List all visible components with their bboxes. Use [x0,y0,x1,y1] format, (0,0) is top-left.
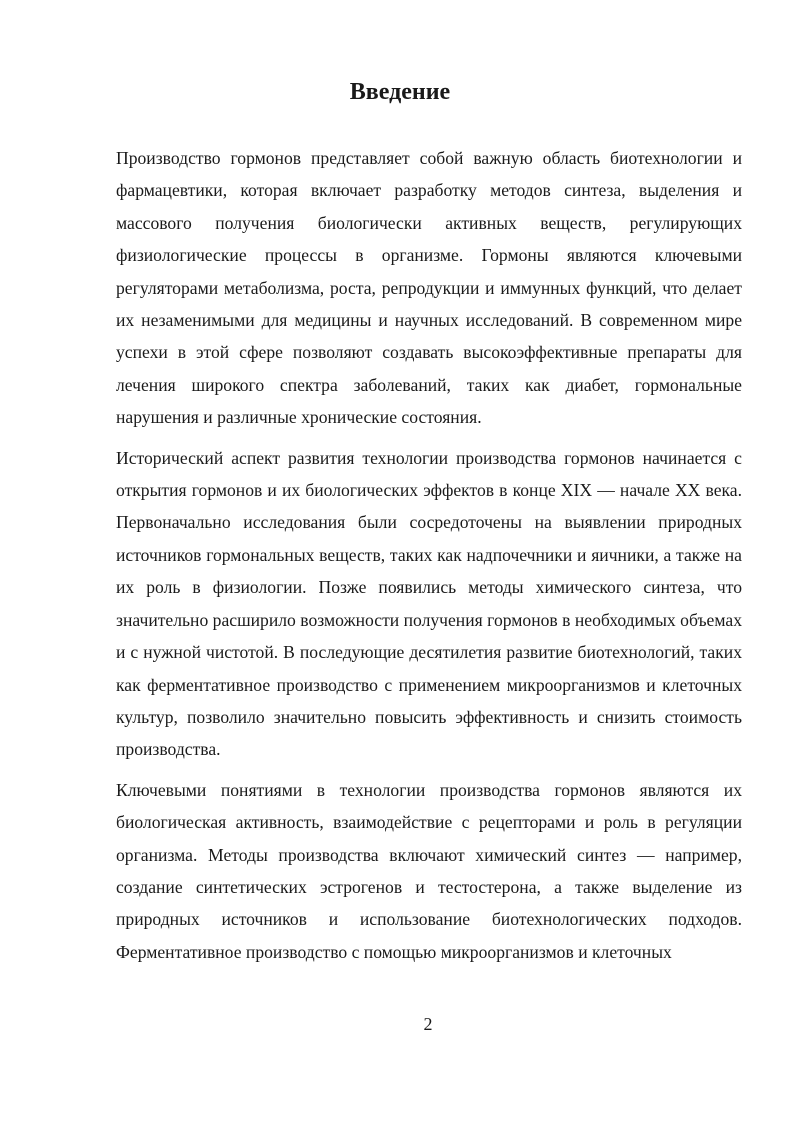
paragraph-2: Исторический аспект развития технологии производства гормонов начинается с открытия гормонов и их биологических эффектов в конце XIX — начале XX века. Первоначально исследования были сосредоточены на выявлении природных источников гормональных веществ, таких как надпочечники и яичники, а также на их роль в физиологии. Позже появились методы химического синтеза, что значительно расширило возможности получения гормонов в необходимых объемах и с нужной чистотой. В последующие десятилетия развитие биотехнологий, таких как ферментативное производство с применением микроорганизмов и клеточных культур, позволило значительно повысить эффективность и снизить стоимость производства. [116,447,742,760]
paragraph-1: Производство гормонов представляет собой важную область биотехнологии и фармацевтики, которая включает разработку методов синтеза, выделения и массового получения биологически активных веществ, регулирующих физиологические процессы в организме. Гормоны являются ключевыми регуляторами метаболизма, роста, репродукции и иммунных функций, что делает их незаменимыми для медицины и научных исследований. В современном мире успехи в этой сфере позволяют создавать высокоэффективные препараты для лечения широкого спектра заболеваний, таких как диабет, гормональные нарушения и различные хронические состояния. [116,148,742,428]
page-number: 2 [423,1014,433,1034]
document-body [116,142,742,976]
paragraph-3: Ключевыми понятиями в технологии производства гормонов являются их биологическая активность, взаимодействие с рецепторами и роль в регуляции организма. Методы производства включают химический синтез — например, создание синтетических эстрогенов и тестостерона, а также выделение из природных источников и использование биотехнологических подходов. Ферментативное производство с помощью микроорганизмов и клеточных [116,779,742,962]
page-title: Введение [349,79,451,105]
